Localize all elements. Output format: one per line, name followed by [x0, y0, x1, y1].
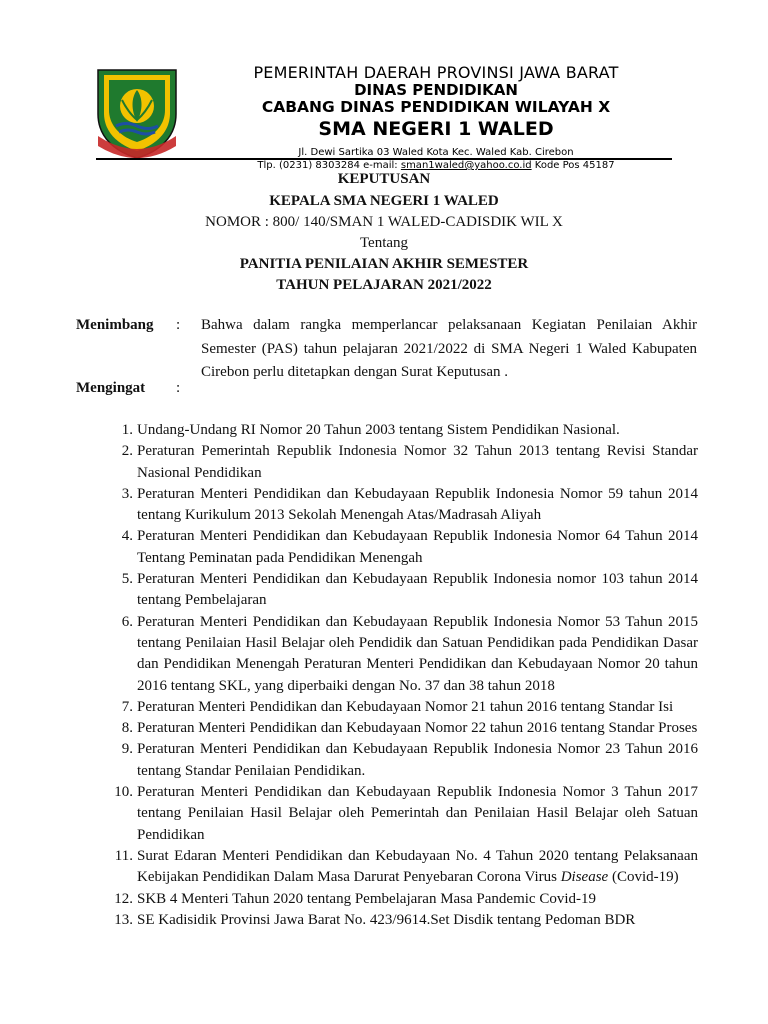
list-item-text: Peraturan Menteri Pendidikan dan Kebudayaan Nomor 22 tahun 2016 tentang Standar Proses [137, 720, 698, 737]
list-item [104, 910, 698, 931]
list-item-text: Undang-Undang RI Nomor 20 Tahun 2003 tentang Sistem Pendidikan Nasional. [137, 422, 620, 438]
list-item-text: Peraturan Menteri Pendidikan dan Kebudayaan Republik Indonesia nomor 103 tahun 2014 tentang Pembelajaran [137, 571, 698, 609]
contact-postal: Kode Pos 45187 [531, 160, 615, 171]
list-item-text: Peraturan Menteri Pendidikan dan Kebudayaan Republik Indonesia Nomor 53 Tahun 2015 tentang Penilaian Hasil Belajar oleh Pendidik dan Satuan Pendidikan pada Pendidikan Dasar dan Pendidikan Menengah Peraturan Menteri Pendidikan dan Kebudayaan Nomor 20 tahun 2016 tentang SKL, yang diperbaiki dengan No. 37 dan 38 tahun 2018 [137, 613, 698, 694]
list-item-text: Peraturan Menteri Pendidikan dan Kebudayaan Republik Indonesia Nomor 3 Tahun 2017 tentang Penilaian Hasil Belajar oleh Pemerintah dan Penilaian Hasil Belajar oleh Satuan Pendidikan [137, 784, 698, 843]
list-item-number: 9. [121, 741, 133, 758]
list-item [104, 420, 698, 441]
list-item-number: 13. [114, 911, 133, 928]
list-item-text: Peraturan Pemerintah Republik Indonesia Nomor 32 Tahun 2013 tentang Revisi Standar Nasional Pendidikan [137, 443, 698, 481]
list-item-number: 1. [121, 422, 133, 438]
list-item-text [137, 846, 698, 889]
list-item-number: 5. [121, 571, 133, 588]
contact-phone: Tlp. (0231) 8303284 e-mail: [257, 160, 401, 171]
mengingat-colon: : [176, 380, 181, 396]
title-nomor: NOMOR : 800/ 140/SMAN 1 WALED-CADISDIK WIL X [205, 214, 563, 230]
letterhead-department: DINAS PENDIDIKAN [354, 81, 518, 99]
list-item-number: 2. [121, 443, 133, 460]
list-item-number: 12. [114, 890, 133, 907]
list-item [104, 782, 698, 846]
list-item-number: 11. [114, 847, 133, 864]
mengingat-label: Mengingat [76, 380, 146, 396]
title-tentang: Tentang [359, 235, 409, 251]
list-item-text: Peraturan Menteri Pendidikan dan Kebudayaan Nomor 21 tahun 2016 tentang Standar Isi [137, 698, 674, 715]
list-item-number: 8. [121, 720, 133, 737]
title-subject-2: TAHUN PELAJARAN 2021/2022 [276, 277, 492, 293]
list-item-number: 10. [114, 784, 133, 801]
menimbang-label: Menimbang [76, 317, 154, 333]
menimbang-colon: : [176, 317, 181, 333]
list-item [104, 441, 698, 484]
list-item-text: SKB 4 Menteri Tahun 2020 tentang Pembelajaran Masa Pandemic Covid-19 [137, 890, 597, 907]
list-item [104, 739, 698, 782]
letterhead-branch: CABANG DINAS PENDIDIKAN WILAYAH X [261, 98, 611, 116]
list-item-number: 4. [121, 528, 133, 545]
title-keputusan: KEPUTUSAN [337, 171, 431, 187]
letterhead [186, 64, 686, 172]
mengingat-list [104, 420, 698, 931]
list-item [104, 526, 698, 569]
list-item [104, 697, 698, 718]
letterhead-address: Jl. Dewi Sartika 03 Waled Kota Kec. Waled Kab. Cirebon [298, 147, 574, 158]
list-item-number: 3. [121, 485, 133, 502]
list-item-text-after: (Covid-19) [608, 869, 679, 886]
list-item [104, 889, 698, 910]
contact-email-link[interactable]: sman1waled@yahoo.co.id [400, 160, 532, 171]
list-item-text: Peraturan Menteri Pendidikan dan Kebudayaan Republik Indonesia Nomor 23 Tahun 2016 tentang Standar Penilaian Pendidikan. [137, 741, 698, 779]
list-item [104, 569, 698, 612]
list-item-text: Peraturan Menteri Pendidikan dan Kebudayaan Republik Indonesia Nomor 59 tahun 2014 tentang Kurikulum 2013 Sekolah Menengah Atas/Madrasah Aliyah [137, 485, 698, 524]
list-item-text: SE Kadisidik Provinsi Jawa Barat No. 423/9614.Set Disdik tentang Pedoman BDR [137, 911, 636, 928]
menimbang-text: Bahwa dalam rangka memperlancar pelaksanaan Kegiatan Penilaian Akhir Semester (PAS) tahun pelajaran 2021/2022 di SMA Negeri 1 Waled Kabupaten Cirebon perlu ditetapkan dengan Surat Keputusan . [201, 317, 697, 380]
list-item [104, 718, 698, 739]
list-item-text-before: Surat Edaran Menteri Pendidikan dan Kebudayaan No. 4 Tahun 2020 tentang Pelaksanaan Kebijakan Pendidikan Dalam Masa Darurat Penyebaran Corona Virus [137, 847, 698, 886]
list-item [104, 612, 698, 697]
list-item-number: 6. [121, 613, 133, 630]
title-kepala: KEPALA SMA NEGERI 1 WALED [269, 193, 499, 209]
list-item [104, 484, 698, 527]
list-item [104, 846, 698, 889]
letterhead-divider [96, 158, 672, 160]
letterhead-government: PEMERINTAH DAERAH PROVINSI JAWA BARAT [253, 63, 619, 82]
list-item-number: 7. [121, 698, 133, 715]
title-subject-1: PANITIA PENILAIAN AKHIR SEMESTER [239, 256, 529, 272]
province-seal-logo [92, 66, 182, 160]
list-item-text: Peraturan Menteri Pendidikan dan Kebudayaan Republik Indonesia Nomor 64 Tahun 2014 Tentang Peminatan pada Pendidikan Menengah [137, 528, 698, 566]
list-item-text-italic: Disease [560, 869, 609, 886]
letterhead-school-name: SMA NEGERI 1 WALED [318, 118, 554, 140]
